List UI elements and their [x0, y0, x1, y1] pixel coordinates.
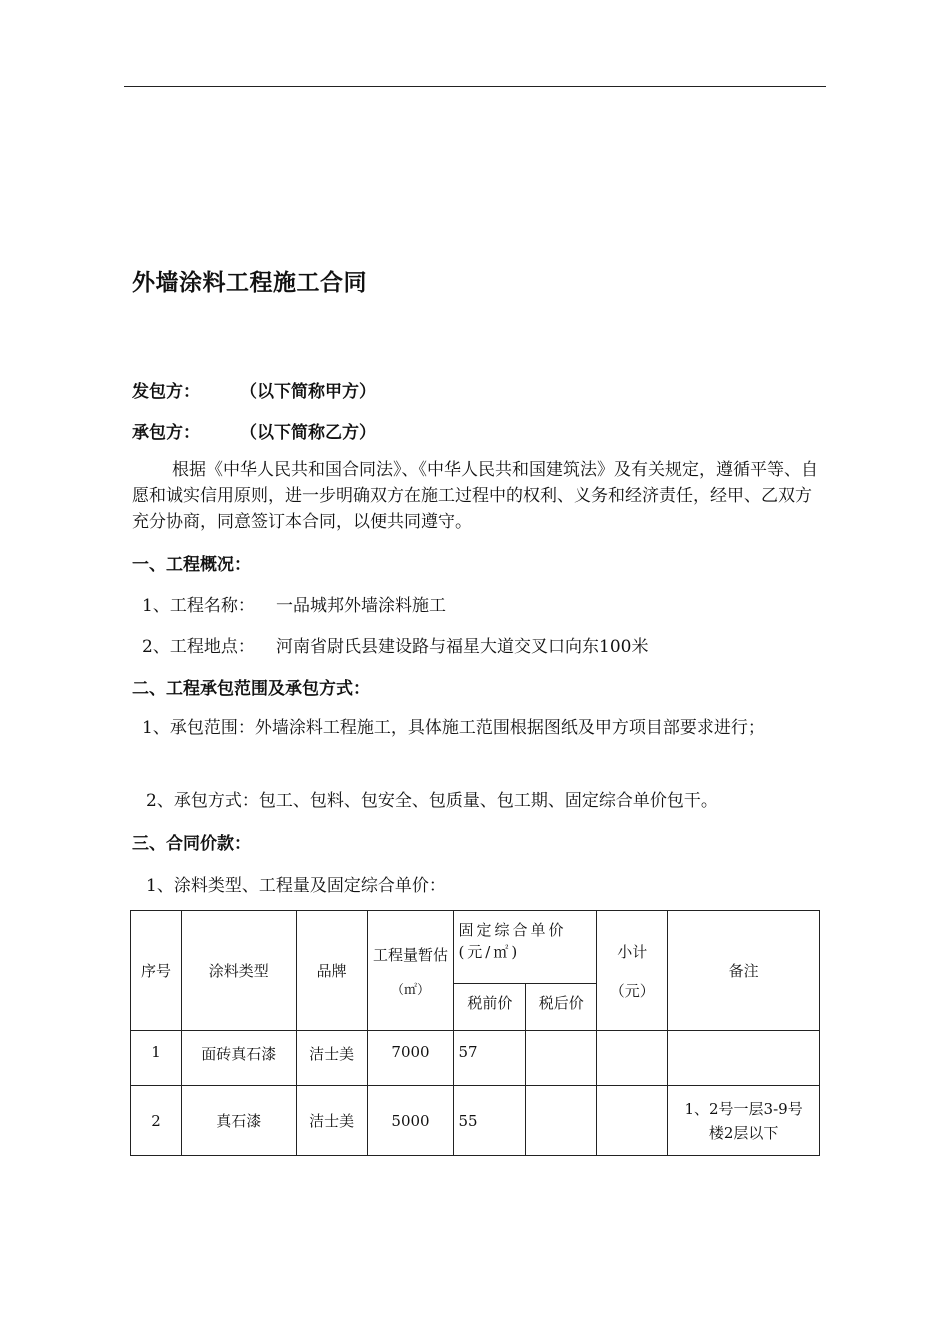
header-qty-unit: （㎡）: [391, 983, 431, 998]
price-table-caption: 1、涂料类型、工程量及固定综合单价：: [146, 876, 446, 896]
project-location-label: 2、工程地点：: [142, 637, 255, 657]
table-header-row: [131, 911, 820, 984]
price-table: [130, 910, 820, 1156]
header-post-tax: 税后价: [526, 984, 597, 1031]
row2-post-tax: [526, 1086, 597, 1156]
intro-paragraph: 根据《中华人民共和国合同法》、《中华人民共和国建筑法》及有关规定，遵循平等、自愿和诚实信用原则，进一步明确双方在施工过程中的权利、义务和经济责任，经甲、乙双方充分协商，同意签订本合同，以便共同遵守。: [132, 460, 818, 532]
header-type: 涂料类型: [181, 911, 296, 1031]
row1-seq: 1: [131, 1031, 182, 1086]
header-brand: 品牌: [296, 911, 367, 1031]
row2-seq: 2: [131, 1086, 182, 1156]
row1-brand: 洁士美: [296, 1031, 367, 1086]
header-subtotal-cell: [597, 911, 668, 1031]
contract-method: 2、承包方式：包工、包料、包安全、包质量、包工期、固定综合单价包干。: [146, 791, 718, 811]
header-subtotal: 小计: [617, 942, 648, 961]
table-row: [131, 1086, 820, 1156]
row1-remarks: [668, 1031, 820, 1086]
project-name-value: 一品城邦外墙涂料施工: [276, 596, 446, 616]
header-price: 固定综合单价(元/㎡): [454, 911, 597, 984]
row2-type: 真石漆: [181, 1086, 296, 1156]
row2-remarks: 1、2号一层3-9号楼2层以下: [668, 1086, 820, 1156]
row2-brand: 洁士美: [296, 1086, 367, 1156]
section3-heading: 三、合同价款：: [132, 834, 251, 854]
contract-scope: 1、承包范围：外墙涂料工程施工，具体施工范围根据图纸及甲方项目部要求进行；: [142, 718, 765, 738]
header-seq: 序号: [131, 911, 182, 1031]
row1-pre-tax: 57: [454, 1031, 526, 1086]
row2-qty: 5000: [367, 1086, 454, 1156]
row1-post-tax: [526, 1031, 597, 1086]
party-b-label: 承包方：: [132, 423, 200, 443]
row1-qty: 7000: [367, 1031, 454, 1086]
party-a-label: 发包方：: [132, 382, 200, 402]
header-remarks: 备注: [668, 911, 820, 1031]
table-row: [131, 1031, 820, 1086]
project-location-value: 河南省尉氏县建设路与福星大道交叉口向东100米: [276, 637, 649, 657]
party-a-note: （以下简称甲方）: [240, 382, 376, 402]
party-b-note: （以下简称乙方）: [240, 423, 376, 443]
row1-subtotal: [597, 1031, 668, 1086]
row2-subtotal: [597, 1086, 668, 1156]
header-qty: 工程量暂估: [373, 946, 449, 964]
header-qty-cell: [367, 911, 454, 1031]
header-rule: [124, 86, 826, 87]
project-name-label: 1、工程名称：: [142, 596, 255, 616]
section1-heading: 一、工程概况：: [132, 555, 251, 575]
row2-pre-tax: 55: [454, 1086, 526, 1156]
section2-heading: 二、工程承包范围及承包方式：: [132, 679, 370, 699]
document-title: 外墙涂料工程施工合同: [132, 270, 367, 296]
header-subtotal-unit: （元）: [609, 981, 655, 1000]
row1-type: 面砖真石漆: [181, 1031, 296, 1086]
header-pre-tax: 税前价: [454, 984, 526, 1031]
